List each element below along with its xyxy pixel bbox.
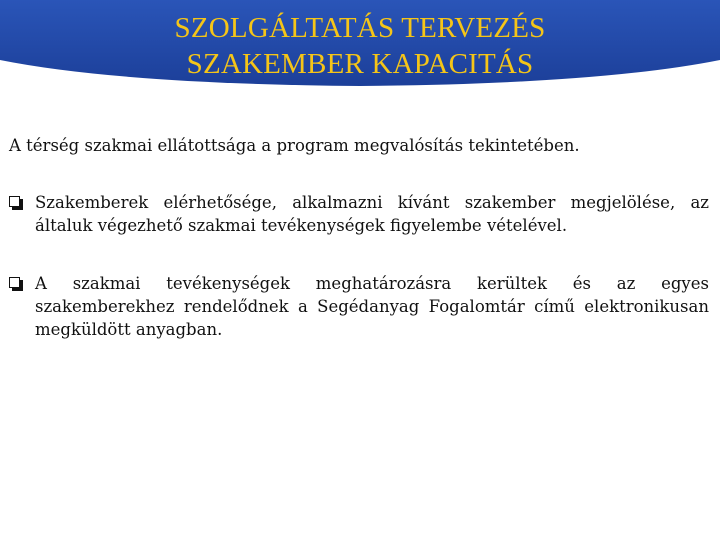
bullet-item [9, 272, 709, 341]
bullet-item [9, 191, 709, 237]
checkbox-square-icon [9, 277, 20, 288]
checkbox-square-icon [9, 196, 20, 207]
bullet-text: A szakmai tevékenységek meghatározásra kerültek és az egyes szakemberekhez rendelődnek a Segédanyag Fogalomtár című elektronikusan megküldött anyagban. [35, 274, 709, 339]
intro-paragraph: A térség szakmai ellátottsága a program megvalósítás tekintetében. [9, 136, 580, 155]
page-title-line-2: SZAKEMBER KAPACITÁS [186, 48, 534, 80]
title-banner [0, 0, 720, 92]
bullet-text: Szakemberek elérhetősége, alkalmazni kívánt szakember megjelölése, az általuk végezhető szakmai tevékenységek figyelembe vételével. [35, 193, 709, 235]
page-title-line-1: SZOLGÁLTATÁS TERVEZÉS [174, 12, 546, 44]
